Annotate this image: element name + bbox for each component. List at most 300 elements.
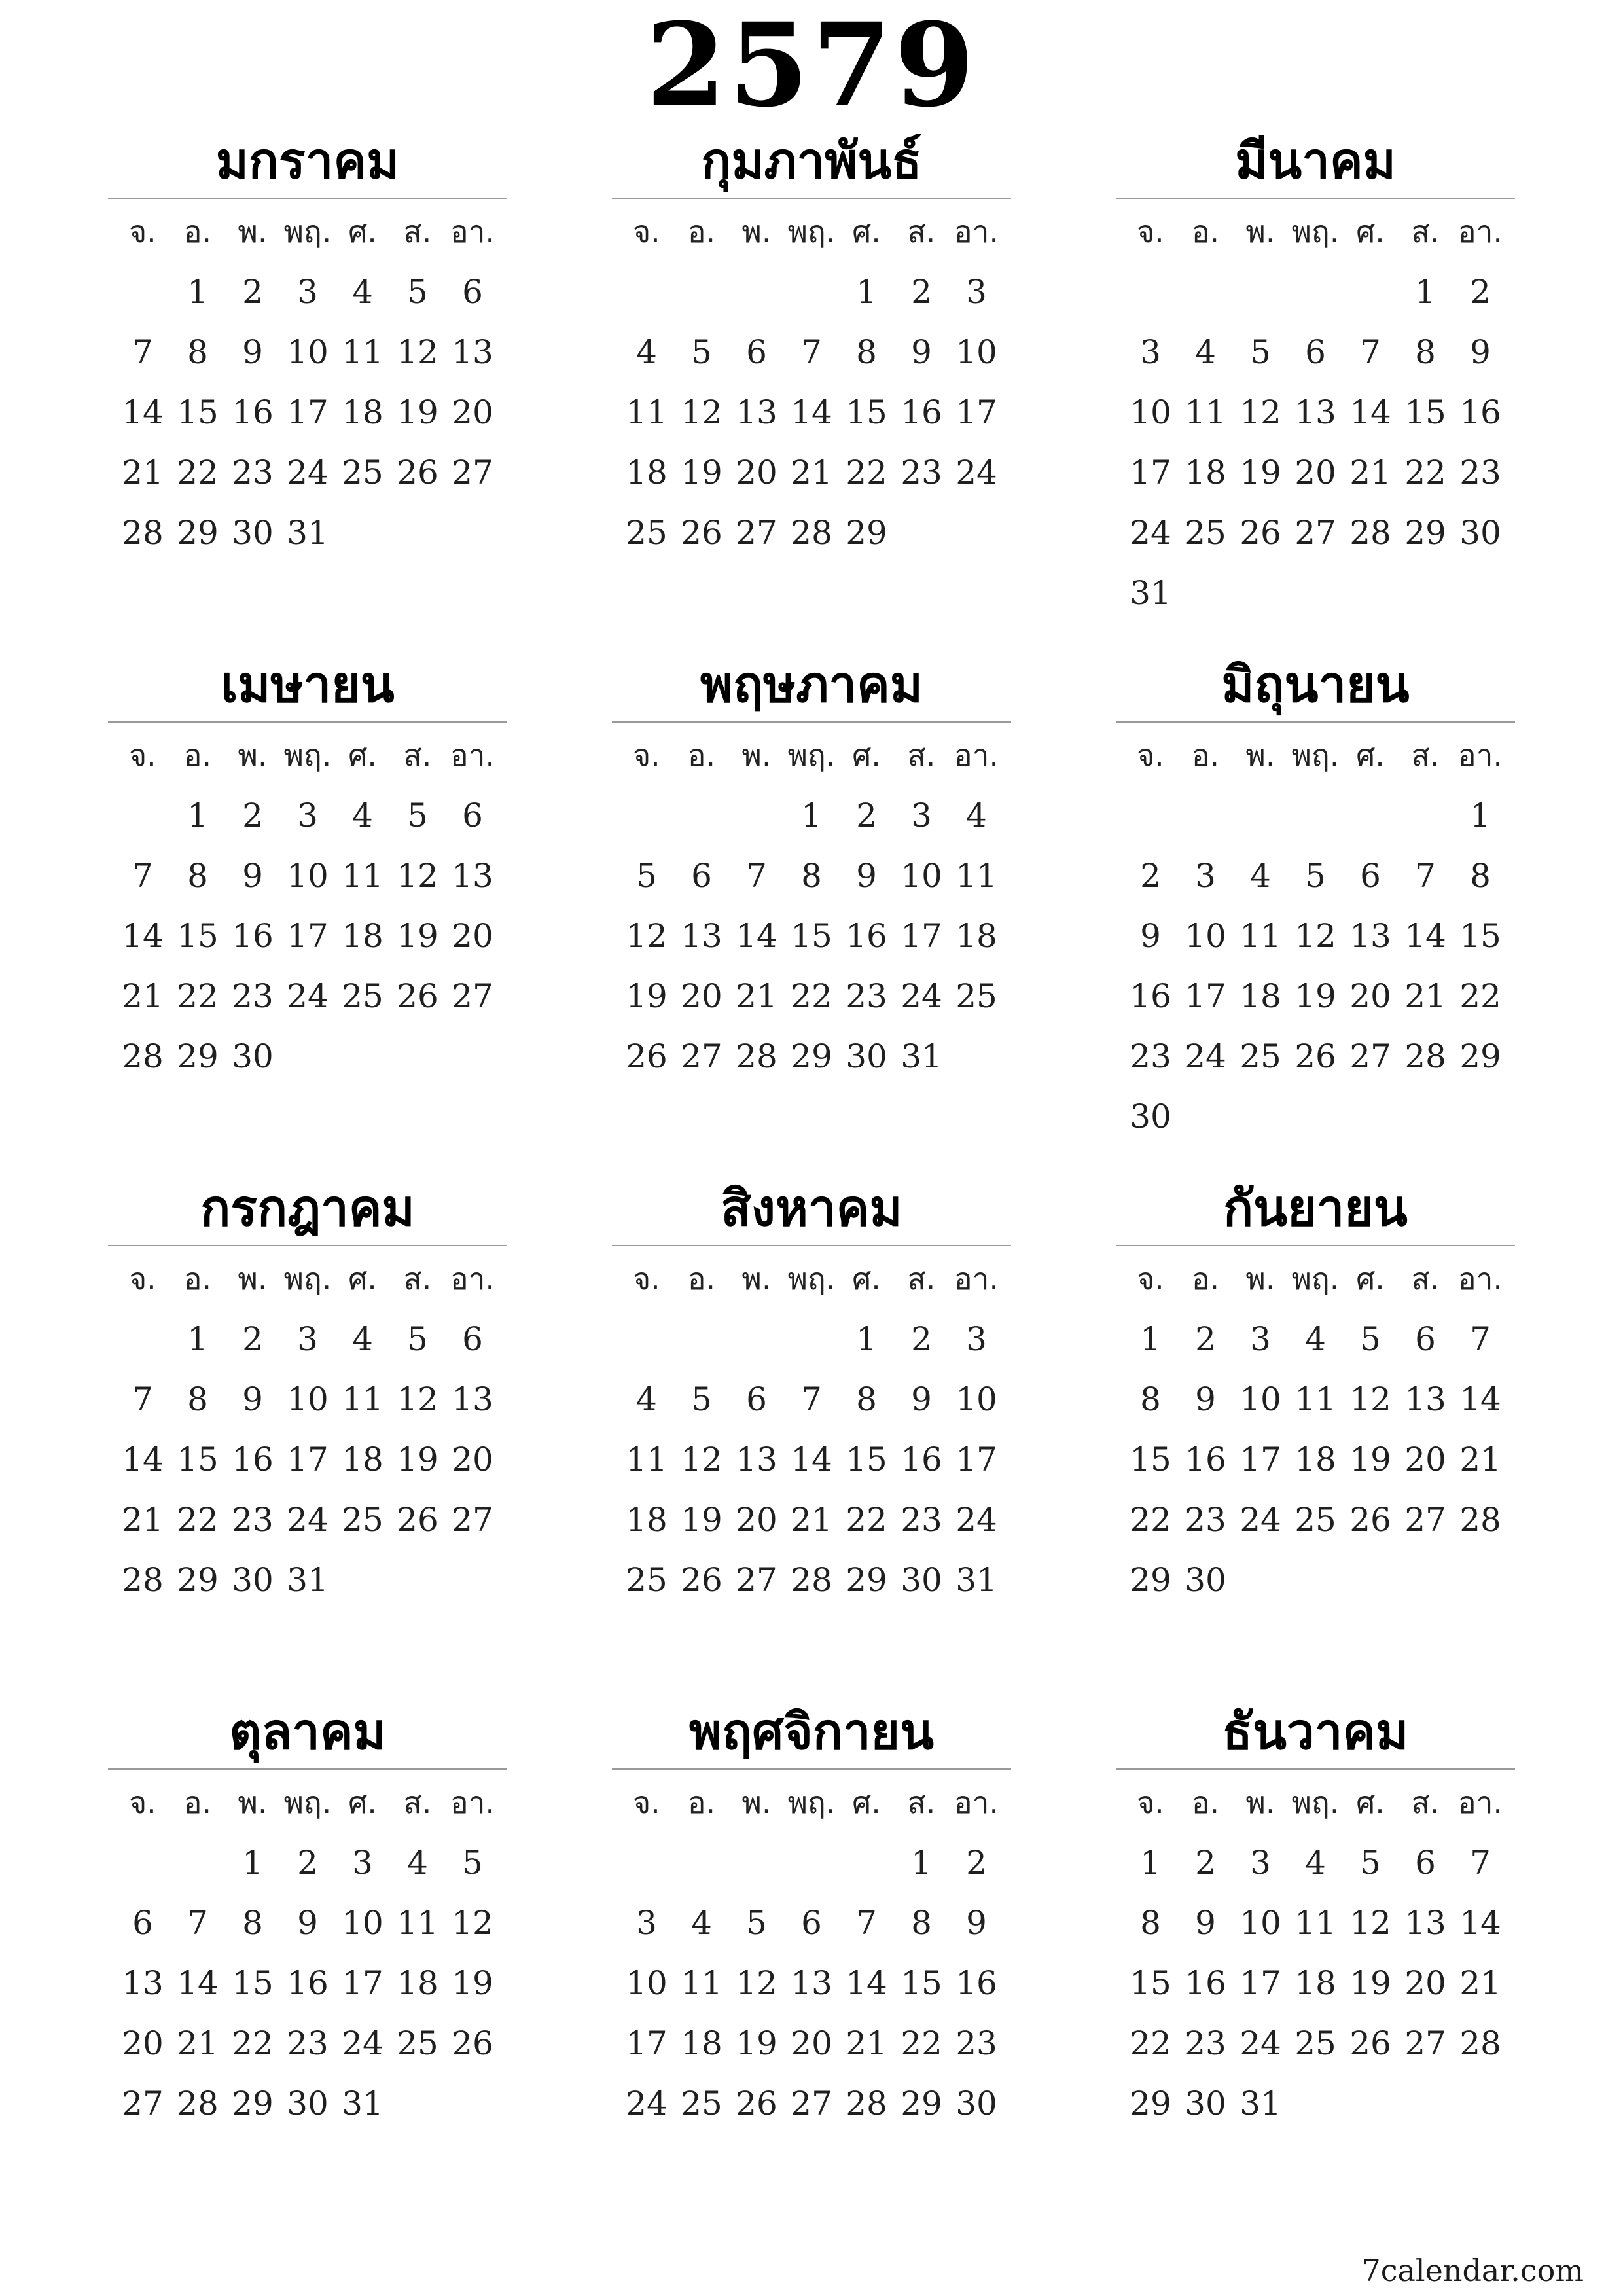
day-cell: 17 (626, 2024, 668, 2062)
day-cell: 16 (1130, 977, 1171, 1015)
day-cell: 21 (177, 2024, 219, 2062)
day-cell: 13 (122, 1964, 164, 2002)
month-divider (1116, 1768, 1515, 1770)
weekday-header: พ. (741, 1261, 772, 1297)
day-cell: 15 (1130, 1441, 1171, 1479)
day-cell: 13 (681, 917, 722, 955)
empty-cell (170, 1833, 225, 1893)
day-cell: 19 (1349, 1964, 1391, 2002)
day-cell: 12 (1240, 393, 1281, 431)
day-cell: 1 (1415, 273, 1436, 311)
day-cell: 5 (1250, 333, 1271, 371)
day-cell: 8 (1415, 333, 1436, 371)
day-cell: 16 (232, 1441, 274, 1479)
day-grid (1116, 1249, 1515, 1610)
empty-cell (115, 262, 170, 322)
weekday-header: อา. (450, 1261, 495, 1297)
day-cell: 17 (1185, 977, 1226, 1015)
day-cell: 3 (1195, 857, 1216, 895)
day-cell: 19 (397, 917, 438, 955)
day-cell: 4 (352, 273, 373, 311)
weekday-header: จ. (1137, 1261, 1164, 1297)
day-cell: 26 (452, 2024, 493, 2062)
day-cell: 31 (955, 1561, 997, 1599)
day-cell: 5 (1305, 857, 1326, 895)
day-cell: 30 (901, 1561, 942, 1599)
empty-cell (674, 1309, 729, 1369)
weekday-header: อ. (1191, 214, 1220, 249)
weekday-header: พ. (238, 214, 268, 249)
day-cell: 5 (1360, 1320, 1381, 1358)
day-cell: 4 (407, 1844, 428, 1882)
day-cell: 26 (397, 977, 438, 1015)
weekday-header: พฤ. (787, 738, 836, 773)
day-cell: 4 (1250, 857, 1271, 895)
day-cell: 28 (1459, 1501, 1501, 1539)
day-cell: 18 (342, 393, 383, 431)
empty-cell (619, 1309, 674, 1369)
day-cell: 14 (122, 1441, 164, 1479)
weekday-header: อา. (1457, 1261, 1503, 1297)
day-cell: 23 (1185, 2024, 1226, 2062)
weekday-header: พ. (238, 1785, 268, 1820)
day-cell: 5 (691, 333, 712, 371)
day-cell: 22 (177, 977, 219, 1015)
day-cell: 3 (1140, 333, 1161, 371)
day-cell: 10 (901, 857, 942, 895)
day-cell: 7 (1470, 1844, 1491, 1882)
day-cell: 12 (1349, 1380, 1391, 1418)
month-name: มกราคม (215, 132, 400, 190)
day-cell: 16 (287, 1964, 329, 2002)
day-cell: 11 (681, 1964, 722, 2002)
day-cell: 3 (297, 1320, 318, 1358)
empty-cell (1178, 785, 1233, 846)
empty-cell (674, 785, 729, 846)
day-cell: 12 (1294, 917, 1336, 955)
day-cell: 13 (1404, 1380, 1446, 1418)
weekday-header: ศ. (852, 1261, 881, 1297)
empty-cell (1288, 785, 1343, 846)
day-cell: 27 (1294, 514, 1336, 552)
day-cell: 11 (397, 1904, 438, 1942)
day-cell: 9 (242, 333, 263, 371)
site-credit: 7calendar.com (1361, 2253, 1584, 2288)
day-cell: 20 (736, 1501, 777, 1539)
day-cell: 21 (846, 2024, 887, 2062)
day-cell: 5 (746, 1904, 767, 1942)
day-cell: 8 (856, 333, 877, 371)
day-cell: 28 (122, 1561, 164, 1599)
day-cell: 12 (626, 917, 668, 955)
weekday-header: อ. (687, 1785, 716, 1820)
weekday-header: ส. (907, 738, 936, 773)
day-cell: 25 (1294, 1501, 1336, 1539)
day-cell: 18 (342, 917, 383, 955)
day-cell: 2 (911, 273, 932, 311)
day-cell: 11 (626, 1441, 668, 1479)
month-block (108, 1178, 507, 1610)
day-cell: 30 (1185, 1561, 1226, 1599)
weekday-header: อา. (954, 738, 999, 773)
day-cell: 6 (746, 333, 767, 371)
day-cell: 29 (901, 2085, 942, 2123)
day-cell: 24 (1185, 1037, 1226, 1075)
day-cell: 9 (966, 1904, 987, 1942)
empty-cell (619, 262, 674, 322)
day-cell: 31 (1240, 2085, 1281, 2123)
day-cell: 9 (911, 333, 932, 371)
day-cell: 25 (1294, 2024, 1336, 2062)
day-cell: 7 (1415, 857, 1436, 895)
weekday-header: อา. (1457, 214, 1503, 249)
weekday-header: ศ. (348, 214, 377, 249)
day-cell: 11 (955, 857, 997, 895)
day-cell: 24 (1130, 514, 1171, 552)
day-cell: 15 (177, 1441, 219, 1479)
day-cell: 8 (187, 1380, 208, 1418)
day-cell: 8 (242, 1904, 263, 1942)
day-cell: 17 (1240, 1441, 1281, 1479)
day-cell: 7 (1360, 333, 1381, 371)
day-cell: 23 (232, 977, 274, 1015)
day-cell: 14 (736, 917, 777, 955)
day-cell: 29 (846, 514, 887, 552)
month-divider (1116, 1245, 1515, 1246)
day-cell: 26 (681, 1561, 722, 1599)
day-grid (612, 725, 1011, 1086)
weekday-header: จ. (1137, 1785, 1164, 1820)
day-cell: 15 (791, 917, 832, 955)
day-cell: 27 (452, 454, 493, 492)
day-cell: 10 (287, 333, 329, 371)
day-cell: 3 (911, 797, 932, 834)
empty-cell (729, 785, 784, 846)
weekday-header: พฤ. (283, 1261, 332, 1297)
day-cell: 19 (681, 1501, 722, 1539)
day-cell: 30 (287, 2085, 329, 2123)
day-cell: 6 (462, 797, 483, 834)
day-cell: 16 (232, 393, 274, 431)
day-cell: 4 (636, 333, 657, 371)
day-cell: 15 (177, 393, 219, 431)
day-cell: 8 (1140, 1380, 1161, 1418)
day-cell: 24 (287, 454, 329, 492)
day-cell: 7 (856, 1904, 877, 1942)
empty-cell (619, 1833, 674, 1893)
day-cell: 24 (287, 1501, 329, 1539)
day-cell: 24 (287, 977, 329, 1015)
day-cell: 12 (681, 1441, 722, 1479)
day-cell: 30 (955, 2085, 997, 2123)
day-cell: 15 (901, 1964, 942, 2002)
day-cell: 7 (801, 1380, 822, 1418)
day-cell: 23 (287, 2024, 329, 2062)
day-cell: 28 (177, 2085, 219, 2123)
weekday-header: อ. (183, 214, 212, 249)
weekday-header: จ. (633, 1785, 660, 1820)
day-cell: 25 (626, 514, 668, 552)
day-cell: 11 (1185, 393, 1226, 431)
day-cell: 18 (1294, 1441, 1336, 1479)
day-cell: 30 (232, 1037, 274, 1075)
day-cell: 5 (407, 1320, 428, 1358)
day-cell: 12 (397, 857, 438, 895)
day-cell: 8 (1140, 1904, 1161, 1942)
day-cell: 10 (287, 857, 329, 895)
day-cell: 11 (342, 333, 383, 371)
weekday-header: ศ. (1356, 738, 1385, 773)
day-cell: 20 (122, 2024, 164, 2062)
weekday-header: ส. (1411, 1261, 1440, 1297)
day-cell: 20 (1294, 454, 1336, 492)
day-cell: 20 (791, 2024, 832, 2062)
day-cell: 22 (232, 2024, 274, 2062)
year-title: 2579 (646, 0, 977, 133)
day-cell: 27 (791, 2085, 832, 2123)
day-cell: 24 (626, 2085, 668, 2123)
day-cell: 17 (1240, 1964, 1281, 2002)
day-cell: 16 (846, 917, 887, 955)
day-cell: 1 (856, 273, 877, 311)
weekday-header: ศ. (852, 214, 881, 249)
day-cell: 20 (452, 393, 493, 431)
day-cell: 3 (966, 273, 987, 311)
weekday-header: ส. (907, 214, 936, 249)
day-cell: 21 (122, 977, 164, 1015)
weekday-header: พฤ. (1291, 1785, 1340, 1820)
day-cell: 6 (132, 1904, 153, 1942)
empty-cell (1178, 262, 1233, 322)
weekday-header: พฤ. (283, 738, 332, 773)
weekday-header: อ. (1191, 1261, 1220, 1297)
day-cell: 7 (801, 333, 822, 371)
day-cell: 9 (1195, 1904, 1216, 1942)
month-block (1116, 1178, 1515, 1610)
day-cell: 13 (1349, 917, 1391, 955)
day-cell: 24 (342, 2024, 383, 2062)
day-cell: 28 (791, 1561, 832, 1599)
weekday-header: ส. (403, 1261, 432, 1297)
day-cell: 2 (1140, 857, 1161, 895)
weekday-header: อ. (1191, 738, 1220, 773)
day-cell: 19 (736, 2024, 777, 2062)
day-cell: 15 (846, 393, 887, 431)
day-cell: 5 (407, 797, 428, 834)
day-cell: 13 (1294, 393, 1336, 431)
weekday-header: จ. (129, 738, 156, 773)
empty-cell (1123, 262, 1178, 322)
day-cell: 30 (1185, 2085, 1226, 2123)
day-cell: 6 (462, 1320, 483, 1358)
day-cell: 8 (187, 333, 208, 371)
day-cell: 13 (452, 333, 493, 371)
month-block (1116, 131, 1515, 623)
day-cell: 7 (132, 857, 153, 895)
day-cell: 29 (177, 1561, 219, 1599)
empty-cell (1398, 785, 1453, 846)
day-cell: 18 (626, 454, 668, 492)
day-cell: 2 (1470, 273, 1491, 311)
month-name: กรกฎาคม (200, 1179, 415, 1237)
month-block (612, 1702, 1011, 2134)
empty-cell (674, 262, 729, 322)
month-divider (108, 1768, 507, 1770)
weekday-header: พ. (1245, 214, 1275, 249)
day-cell: 8 (1470, 857, 1491, 895)
day-cell: 3 (1250, 1844, 1271, 1882)
weekday-header: อ. (183, 1261, 212, 1297)
month-block (612, 1178, 1011, 1610)
day-cell: 24 (1240, 2024, 1281, 2062)
weekday-header: อ. (183, 1785, 212, 1820)
day-cell: 1 (1140, 1320, 1161, 1358)
day-cell: 13 (736, 393, 777, 431)
day-cell: 27 (736, 1561, 777, 1599)
day-cell: 6 (691, 857, 712, 895)
day-cell: 25 (342, 1501, 383, 1539)
empty-cell (1123, 785, 1178, 846)
day-cell: 8 (187, 857, 208, 895)
day-cell: 2 (1195, 1320, 1216, 1358)
weekday-header: อา. (1457, 1785, 1503, 1820)
empty-cell (115, 1309, 170, 1369)
weekday-header: ศ. (348, 1785, 377, 1820)
day-cell: 11 (342, 857, 383, 895)
weekday-header: ส. (1411, 738, 1440, 773)
day-cell: 31 (342, 2085, 383, 2123)
month-divider (108, 721, 507, 723)
day-cell: 9 (1140, 917, 1161, 955)
day-cell: 23 (955, 2024, 997, 2062)
weekday-header: จ. (633, 738, 660, 773)
weekday-header: อา. (1457, 738, 1503, 773)
day-cell: 23 (1185, 1501, 1226, 1539)
weekday-header: จ. (129, 214, 156, 249)
day-cell: 17 (287, 1441, 329, 1479)
month-name: กุมภาพันธ์ (701, 132, 922, 190)
day-cell: 19 (681, 454, 722, 492)
weekday-header: พฤ. (787, 1261, 836, 1297)
empty-cell (839, 1833, 894, 1893)
day-cell: 2 (242, 1320, 263, 1358)
day-cell: 26 (681, 514, 722, 552)
weekday-header: จ. (129, 1785, 156, 1820)
day-cell: 15 (846, 1441, 887, 1479)
day-cell: 23 (1459, 454, 1501, 492)
day-cell: 7 (132, 333, 153, 371)
day-cell: 6 (801, 1904, 822, 1942)
month-name: เมษายน (221, 655, 395, 713)
day-cell: 3 (636, 1904, 657, 1942)
day-cell: 29 (177, 514, 219, 552)
day-cell: 11 (626, 393, 668, 431)
day-cell: 30 (1459, 514, 1501, 552)
weekday-header: ศ. (348, 1261, 377, 1297)
day-cell: 9 (297, 1904, 318, 1942)
day-cell: 1 (1470, 797, 1491, 834)
day-cell: 4 (966, 797, 987, 834)
day-cell: 6 (746, 1380, 767, 1418)
day-cell: 22 (1130, 1501, 1171, 1539)
weekday-header: ส. (403, 214, 432, 249)
weekday-header: พ. (238, 1261, 268, 1297)
month-divider (612, 721, 1011, 723)
day-cell: 14 (177, 1964, 219, 2002)
empty-cell (784, 1309, 839, 1369)
day-cell: 1 (187, 273, 208, 311)
month-divider (612, 198, 1011, 199)
weekday-header: จ. (1137, 214, 1164, 249)
day-cell: 18 (1294, 1964, 1336, 2002)
empty-cell (619, 785, 674, 846)
weekday-header: ส. (1411, 214, 1440, 249)
day-cell: 12 (681, 393, 722, 431)
day-cell: 26 (1240, 514, 1281, 552)
empty-cell (674, 1833, 729, 1893)
weekday-header: อา. (954, 1785, 999, 1820)
month-block (108, 1702, 507, 2134)
day-cell: 19 (626, 977, 668, 1015)
day-cell: 30 (846, 1037, 887, 1075)
day-cell: 6 (1415, 1844, 1436, 1882)
month-divider (108, 1245, 507, 1246)
day-cell: 15 (1130, 1964, 1171, 2002)
day-cell: 9 (1470, 333, 1491, 371)
day-cell: 25 (342, 977, 383, 1015)
weekday-header: พฤ. (1291, 1261, 1340, 1297)
empty-cell (784, 262, 839, 322)
day-cell: 8 (911, 1904, 932, 1942)
day-cell: 10 (626, 1964, 668, 2002)
day-cell: 21 (736, 977, 777, 1015)
day-cell: 22 (1130, 2024, 1171, 2062)
day-cell: 19 (1294, 977, 1336, 1015)
weekday-header: พ. (741, 738, 772, 773)
day-cell: 10 (1185, 917, 1226, 955)
weekday-header: ส. (1411, 1785, 1440, 1820)
empty-cell (1343, 785, 1398, 846)
day-cell: 21 (791, 454, 832, 492)
day-cell: 9 (856, 857, 877, 895)
weekday-header: พ. (238, 738, 268, 773)
day-cell: 7 (1470, 1320, 1491, 1358)
day-cell: 19 (397, 393, 438, 431)
day-cell: 30 (1130, 1098, 1171, 1136)
day-cell: 22 (177, 454, 219, 492)
month-block (108, 655, 507, 1086)
day-cell: 25 (955, 977, 997, 1015)
day-cell: 23 (901, 454, 942, 492)
month-block (1116, 1702, 1515, 2134)
day-cell: 14 (1459, 1380, 1501, 1418)
day-cell: 14 (122, 917, 164, 955)
weekday-header: จ. (1137, 738, 1164, 773)
day-cell: 2 (242, 797, 263, 834)
day-cell: 22 (1404, 454, 1446, 492)
day-cell: 10 (1240, 1904, 1281, 1942)
day-cell: 21 (122, 1501, 164, 1539)
day-cell: 2 (856, 797, 877, 834)
day-cell: 8 (801, 857, 822, 895)
day-cell: 17 (901, 917, 942, 955)
day-cell: 21 (1459, 1441, 1501, 1479)
day-cell: 11 (1294, 1380, 1336, 1418)
day-cell: 3 (297, 797, 318, 834)
weekday-header: อา. (450, 738, 495, 773)
day-cell: 22 (791, 977, 832, 1015)
weekday-header: พฤ. (787, 1785, 836, 1820)
